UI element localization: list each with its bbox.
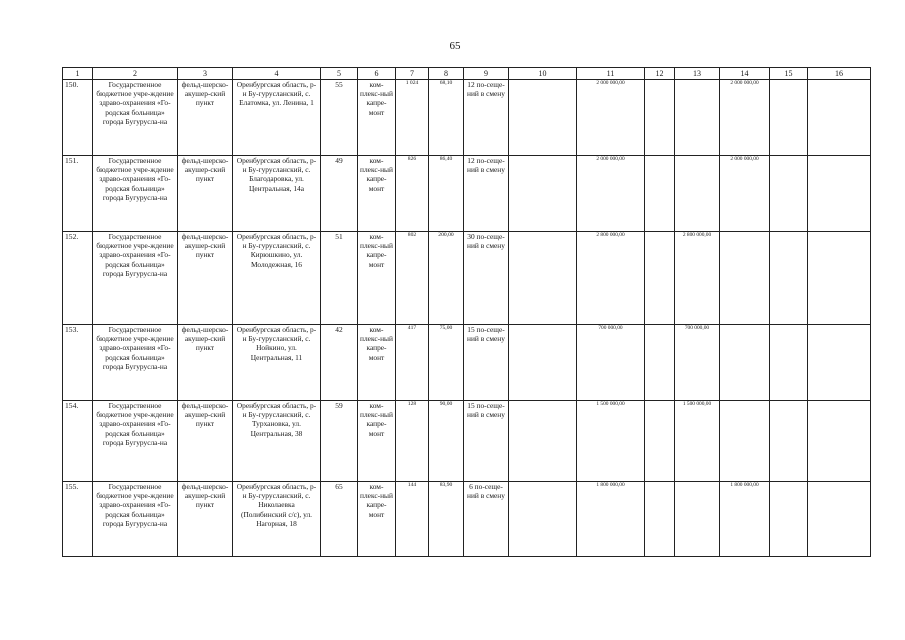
col7-cell: 1 024 (396, 80, 429, 156)
col16-cell (808, 80, 871, 156)
col15-cell (770, 482, 808, 557)
facility-type-cell: фельд-шерско-акушер-ский пункт (178, 401, 233, 482)
col11-cell: 2 800 000,00 (577, 232, 645, 325)
work-type-cell: ком-плекс-ный капре-монт (358, 325, 396, 401)
col12-cell (645, 401, 675, 482)
header-cell: 5 (321, 68, 358, 80)
header-cell: 8 (429, 68, 464, 80)
header-cell: 14 (720, 68, 770, 80)
facility-type-cell: фельд-шерско-акушер-ский пункт (178, 325, 233, 401)
col13-cell: 2 800 000,00 (675, 232, 720, 325)
header-cell: 11 (577, 68, 645, 80)
header-cell: 2 (93, 68, 178, 80)
header-cell: 9 (464, 68, 509, 80)
header-cell: 13 (675, 68, 720, 80)
header-cell: 15 (770, 68, 808, 80)
col10-cell (509, 232, 577, 325)
address-cell: Оренбургская область, р-н Бу-гурусланский, с. Николаевка (Полибинский с/с), ул. Нагорная, 18 (233, 482, 321, 557)
organization-cell: Государственное бюджетное учре-ждение здраво-охранения «Го-родская больница» города Бугурусла-на (93, 232, 178, 325)
header-cell: 7 (396, 68, 429, 80)
col12-cell (645, 325, 675, 401)
col15-cell (770, 401, 808, 482)
row-number: 153. (63, 325, 93, 401)
col5-cell: 49 (321, 156, 358, 232)
col16-cell (808, 156, 871, 232)
table-row (63, 325, 871, 401)
facility-type-cell: фельд-шерско-акушер-ский пункт (178, 156, 233, 232)
col16-cell (808, 325, 871, 401)
col14-cell (720, 232, 770, 325)
col5-cell: 59 (321, 401, 358, 482)
address-cell: Оренбургская область, р-н Бу-гурусланский, с. Кирюшкино, ул. Молодежная, 16 (233, 232, 321, 325)
header-cell: 10 (509, 68, 577, 80)
col11-cell: 1 800 000,00 (577, 482, 645, 557)
table-row (63, 401, 871, 482)
organization-cell: Государственное бюджетное учре-ждение здраво-охранения «Го-родская больница» города Бугурусла-на (93, 80, 178, 156)
row-number: 150. (63, 80, 93, 156)
col5-cell: 42 (321, 325, 358, 401)
col8-cell: 83,90 (429, 482, 464, 557)
address-cell: Оренбургская область, р-н Бу-гурусланский, с. Елатомка, ул. Ленина, 1 (233, 80, 321, 156)
header-cell: 16 (808, 68, 871, 80)
facility-type-cell: фельд-шерско-акушер-ский пункт (178, 232, 233, 325)
col14-cell: 2 000 000,00 (720, 156, 770, 232)
col14-cell (720, 401, 770, 482)
header-cell: 6 (358, 68, 396, 80)
header-cell: 1 (63, 68, 93, 80)
address-cell: Оренбургская область, р-н Бу-гурусланский, с. Турхановка, ул. Центральная, 38 (233, 401, 321, 482)
organization-cell: Государственное бюджетное учре-ждение здраво-охранения «Го-родская больница» города Бугурусла-на (93, 325, 178, 401)
col11-cell: 2 000 000,00 (577, 156, 645, 232)
work-type-cell: ком-плекс-ный капре-монт (358, 232, 396, 325)
organization-cell: Государственное бюджетное учре-ждение здраво-охранения «Го-родская больница» города Бугурусла-на (93, 156, 178, 232)
capacity-cell: 12 по-сеще-ний в смену (464, 80, 509, 156)
row-number: 152. (63, 232, 93, 325)
capacity-cell: 12 по-сеще-ний в смену (464, 156, 509, 232)
table-row (63, 232, 871, 325)
col8-cell: 86,40 (429, 156, 464, 232)
capacity-cell: 15 по-сеще-ний в смену (464, 325, 509, 401)
col15-cell (770, 80, 808, 156)
work-type-cell: ком-плекс-ный капре-монт (358, 482, 396, 557)
capacity-cell: 30 по-сеще-ний в смену (464, 232, 509, 325)
col14-cell: 1 800 000,00 (720, 482, 770, 557)
col7-cell: 417 (396, 325, 429, 401)
col10-cell (509, 156, 577, 232)
col15-cell (770, 232, 808, 325)
header-cell: 3 (178, 68, 233, 80)
col5-cell: 55 (321, 80, 358, 156)
col7-cell: 144 (396, 482, 429, 557)
col11-cell: 2 000 000,00 (577, 80, 645, 156)
col12-cell (645, 80, 675, 156)
col12-cell (645, 232, 675, 325)
col14-cell (720, 325, 770, 401)
organization-cell: Государственное бюджетное учре-ждение здраво-охранения «Го-родская больница» города Бугурусла-на (93, 482, 178, 557)
col5-cell: 51 (321, 232, 358, 325)
col11-cell: 1 500 000,00 (577, 401, 645, 482)
col5-cell: 65 (321, 482, 358, 557)
page-number: 65 (449, 40, 461, 52)
col12-cell (645, 482, 675, 557)
table-row (63, 80, 871, 156)
capacity-cell: 15 по-сеще-ний в смену (464, 401, 509, 482)
table-row (63, 156, 871, 232)
col12-cell (645, 156, 675, 232)
col8-cell: 90,00 (429, 401, 464, 482)
col13-cell (675, 482, 720, 557)
work-type-cell: ком-плекс-ный капре-монт (358, 156, 396, 232)
col7-cell: 826 (396, 156, 429, 232)
col7-cell: 802 (396, 232, 429, 325)
capacity-cell: 6 по-сеще-ний в смену (464, 482, 509, 557)
col8-cell: 75,00 (429, 325, 464, 401)
table-row (63, 482, 871, 557)
col14-cell: 2 000 000,00 (720, 80, 770, 156)
col13-cell: 1 500 000,00 (675, 401, 720, 482)
col16-cell (808, 232, 871, 325)
facility-type-cell: фельд-шерско-акушер-ский пункт (178, 482, 233, 557)
col13-cell (675, 80, 720, 156)
row-number: 155. (63, 482, 93, 557)
col7-cell: 128 (396, 401, 429, 482)
col10-cell (509, 482, 577, 557)
facility-type-cell: фельд-шерско-акушер-ский пункт (178, 80, 233, 156)
address-cell: Оренбургская область, р-н Бу-гурусланский, с. Нойкино, ул. Центральная, 11 (233, 325, 321, 401)
header-cell: 4 (233, 68, 321, 80)
row-number: 151. (63, 156, 93, 232)
facilities-table (62, 67, 871, 557)
col13-cell (675, 156, 720, 232)
work-type-cell: ком-плекс-ный капре-монт (358, 401, 396, 482)
organization-cell: Государственное бюджетное учре-ждение здраво-охранения «Го-родская больница» города Бугурусла-на (93, 401, 178, 482)
col13-cell: 700 000,00 (675, 325, 720, 401)
col10-cell (509, 325, 577, 401)
header-row (63, 68, 871, 80)
col8-cell: 68,10 (429, 80, 464, 156)
header-cell: 12 (645, 68, 675, 80)
row-number: 154. (63, 401, 93, 482)
col15-cell (770, 156, 808, 232)
col16-cell (808, 401, 871, 482)
col16-cell (808, 482, 871, 557)
col8-cell: 200,00 (429, 232, 464, 325)
col10-cell (509, 401, 577, 482)
work-type-cell: ком-плекс-ный капре-монт (358, 80, 396, 156)
col11-cell: 700 000,00 (577, 325, 645, 401)
address-cell: Оренбургская область, р-н Бу-гурусланский, с. Благодаровка, ул. Центральная, 14а (233, 156, 321, 232)
col15-cell (770, 325, 808, 401)
col10-cell (509, 80, 577, 156)
